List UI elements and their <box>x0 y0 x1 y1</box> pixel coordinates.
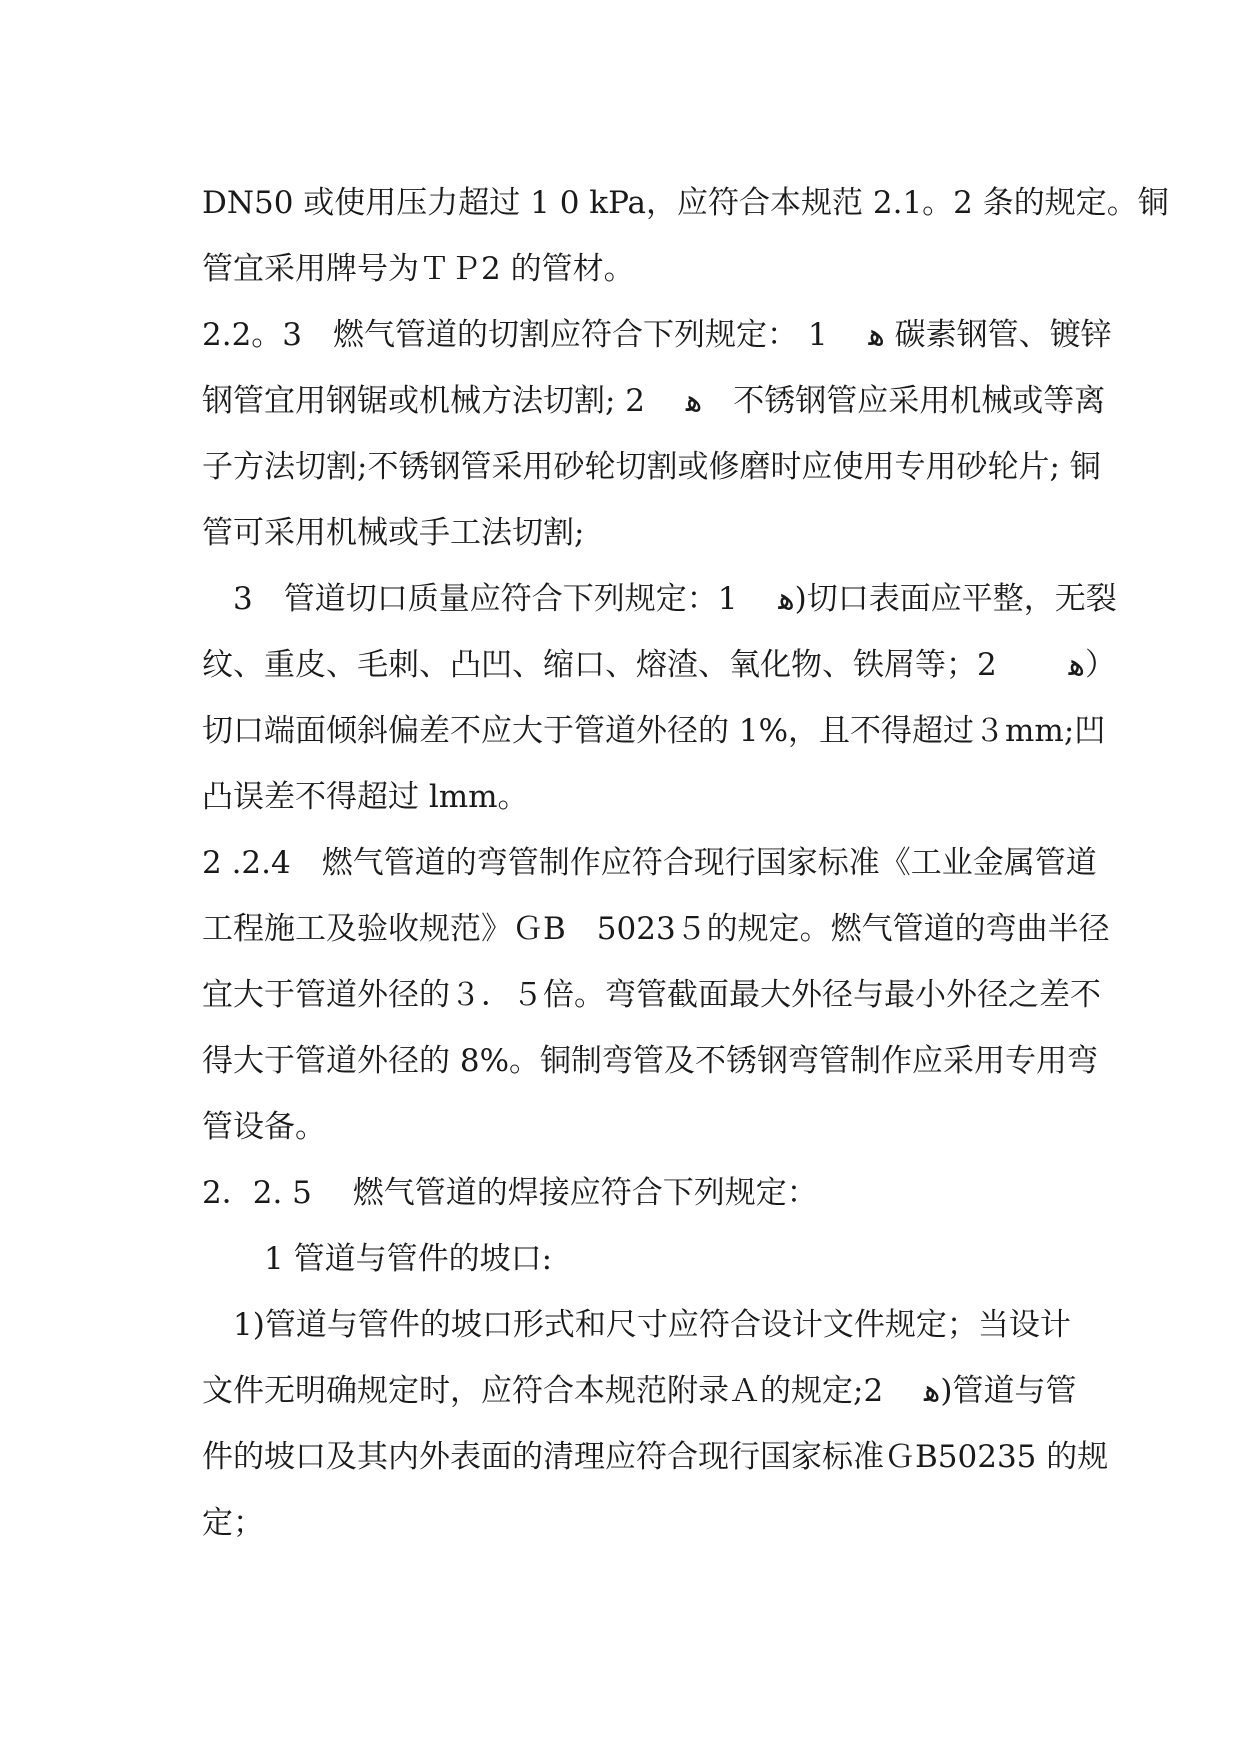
text-line: 管可采用机械或手工法切割; <box>202 515 585 551</box>
text-line: DN50 或使用压力超过 1 0 kPa，应符合本规范 2.1。2 条的规定。铜 <box>202 185 1169 221</box>
text-line: 得大于管道外径的 8%。铜制弯管及不锈钢弯管制作应采用专用弯 <box>202 1043 1099 1079</box>
document-body <box>202 170 1169 1556</box>
text-line: 管设备。 <box>202 1109 326 1145</box>
text-line: 工程施工及验收规范》ＧB 5023５的规定。燃气管道的弯曲半径 <box>202 911 1110 947</box>
text-line: 管宜采用牌号为ＴＰ2 的管材。 <box>202 251 635 287</box>
text-line: 纹、重皮、毛刺、凸凹、缩口、熔渣、氧化物、铁屑等；2 ﻫ） <box>202 647 1116 683</box>
text-line: 切口端面倾斜偏差不应大于管道外径的 1%，且不得超过３mm;凹 <box>202 713 1106 749</box>
text-line: 宜大于管道外径的３．５倍。弯管截面最大外径与最小外径之差不 <box>202 977 1101 1013</box>
text-line: 2.2。3 燃气管道的切割应符合下列规定： 1 ﻫ 碳素钢管、镀锌 <box>202 317 1112 353</box>
text-line: 2 .2.4 燃气管道的弯管制作应符合现行国家标准《工业金属管道 <box>202 845 1097 881</box>
text-line: 1 管道与管件的坡口: <box>202 1241 553 1277</box>
text-line: 2．2. 5 燃气管道的焊接应符合下列规定： <box>202 1175 818 1211</box>
text-line: 3 管道切口质量应符合下列规定：1 ﻫ)切口表面应平整，无裂 <box>202 581 1117 617</box>
text-line: 凸误差不得超过 lmm。 <box>202 779 529 815</box>
text-line: 1)管道与管件的坡口形式和尺寸应符合设计文件规定；当设计 <box>202 1307 1071 1343</box>
text-line: 钢管宜用钢锯或机械方法切割; 2 ﻫ 不锈钢管应采用机械或等离 <box>202 383 1106 419</box>
text-line: 定； <box>202 1505 264 1541</box>
text-line: 件的坡口及其内外表面的清理应符合现行国家标准ＧB50235 的规 <box>202 1439 1109 1475</box>
text-line: 文件无明确规定时，应符合本规范附录Ａ的规定;2 ﻫ)管道与管 <box>202 1373 1077 1409</box>
text-line: 子方法切割;不锈钢管采用砂轮切割或修磨时应使用专用砂轮片; 铜 <box>202 449 1101 485</box>
